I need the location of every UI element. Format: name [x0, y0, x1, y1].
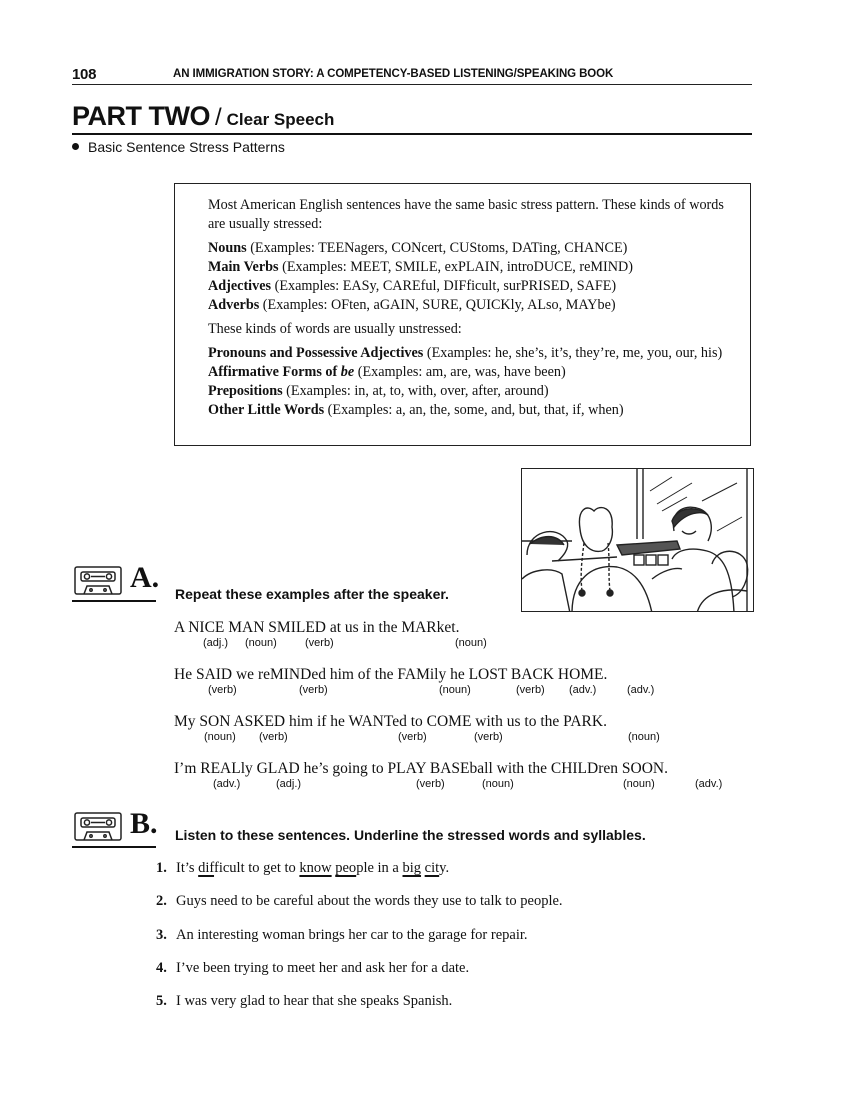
unstressed-item: [208, 344, 740, 363]
part-of-speech-tag: (verb): [416, 778, 445, 790]
part-subtitle: Clear Speech: [226, 110, 335, 129]
item-number: 5.: [156, 993, 167, 1009]
part-of-speech-tag: (noun): [628, 731, 660, 743]
part-of-speech-tag: (verb): [299, 684, 328, 696]
cassette-tape-icon: [74, 566, 124, 596]
example-sentence: My SON ASKED him if he WANTed to COME with us to the PARK.: [174, 713, 607, 730]
unstressed-item: [208, 382, 740, 401]
stressed-intro: Most American English sentences have the same basic stress pattern. These kinds of words are usually stressed:: [208, 197, 724, 232]
example-sentence: I’m REALly GLAD he’s going to PLAY BASEball with the CHILDren SOON.: [174, 760, 668, 777]
stressed-item: [208, 277, 740, 296]
section-b-instruction: Listen to these sentences. Underline the stressed words and syllables.: [175, 827, 646, 843]
part-of-speech-tag: (adj.): [203, 637, 229, 649]
stressed-item: [208, 258, 740, 277]
unstressed-examples: (Examples: in, at, to, with, over, after, around): [286, 383, 549, 399]
unstressed-label-italic: be: [340, 364, 355, 380]
stress-rules-box: [174, 183, 751, 446]
stressed-list: [208, 239, 740, 315]
part-of-speech-tag: (verb): [398, 731, 427, 743]
item-text: ficult to get to: [214, 860, 300, 876]
underlined-stress: peo: [335, 860, 357, 876]
section-a-underline: [72, 600, 156, 602]
exercise-item: [156, 960, 469, 977]
part-of-speech-tag: (noun): [204, 731, 236, 743]
classroom-illustration: [521, 468, 754, 612]
part-of-speech-tag: (noun): [439, 684, 471, 696]
item-number: 2.: [156, 893, 167, 909]
unstressed-label: Affirmative Forms of: [208, 364, 341, 380]
unstressed-label: Other Little Words: [208, 402, 325, 418]
exercise-item: [156, 927, 528, 944]
item-text: I was very glad to hear that she speaks Spanish.: [176, 993, 453, 1009]
stressed-label: Nouns: [208, 240, 247, 256]
unstressed-examples: (Examples: he, she’s, it’s, they’re, me, you, our, his): [426, 345, 723, 361]
item-text: I’ve been trying to meet her and ask her for a date.: [176, 960, 470, 976]
part-of-speech-tag: (verb): [474, 731, 503, 743]
item-number: 3.: [156, 927, 167, 943]
part-separator: /: [214, 104, 222, 131]
unstressed-examples: (Examples: am, are, was, have been): [357, 364, 566, 380]
unstressed-item: [208, 401, 740, 420]
underlined-stress: big: [402, 860, 422, 876]
topic-heading: [72, 139, 285, 155]
part-title: PART TWO: [72, 101, 210, 131]
part-of-speech-tag: (noun): [482, 778, 514, 790]
stressed-examples: (Examples: TEENagers, CONcert, CUStoms, DATing, CHANCE): [250, 240, 628, 256]
stressed-examples: (Examples: OFten, aGAIN, SURE, QUICKly, ALso, MAYbe): [262, 297, 616, 313]
topic-label: Basic Sentence Stress Patterns: [88, 139, 285, 155]
item-text: An interesting woman brings her car to the garage for repair.: [176, 927, 528, 943]
item-text: It’s: [176, 860, 199, 876]
exercise-item: [156, 893, 563, 910]
part-of-speech-tag: (verb): [208, 684, 237, 696]
unstressed-intro: These kinds of words are usually unstressed:: [208, 321, 462, 337]
stressed-examples: (Examples: MEET, SMILE, exPLAIN, introDUCE, reMIND): [282, 259, 633, 275]
part-of-speech-tag: (adv.): [695, 778, 723, 790]
stressed-item: [208, 296, 740, 315]
unstressed-list: [208, 344, 740, 420]
item-text: ple in a: [356, 860, 403, 876]
stressed-label: Main Verbs: [208, 259, 279, 275]
bullet-icon: [72, 143, 79, 150]
item-text: Guys need to be careful about the words they use to talk to people.: [176, 893, 563, 909]
exercise-item: [156, 993, 452, 1010]
underlined-stress: know: [299, 860, 332, 876]
unstressed-item: [208, 363, 740, 382]
part-of-speech-tag: (noun): [455, 637, 487, 649]
section-b-underline: [72, 846, 156, 848]
unstressed-label: Pronouns and Possessive Adjectives: [208, 345, 424, 361]
part-of-speech-tag: (noun): [245, 637, 277, 649]
underlined-stress: cit: [424, 860, 440, 876]
page-number: 108: [72, 66, 97, 83]
item-number: 4.: [156, 960, 167, 976]
part-of-speech-tag: (adv.): [569, 684, 597, 696]
item-number: 1.: [156, 860, 167, 876]
part-of-speech-tag: (verb): [305, 637, 334, 649]
stressed-label: Adjectives: [208, 278, 272, 294]
unstressed-label: Prepositions: [208, 383, 283, 399]
stressed-label: Adverbs: [208, 297, 260, 313]
part-of-speech-tag: (verb): [516, 684, 545, 696]
unstressed-examples: (Examples: a, an, the, some, and, but, that, if, when): [327, 402, 624, 418]
section-b-letter: B.: [130, 807, 158, 840]
underlined-stress: dif: [198, 860, 215, 876]
illustration-drawing: [522, 469, 754, 612]
item-text: y.: [439, 860, 450, 876]
example-sentence: A NICE MAN SMILED at us in the MARket.: [174, 619, 460, 636]
stressed-examples: (Examples: EASy, CAREful, DIFficult, surPRISED, SAFE): [274, 278, 617, 294]
section-a-letter: A.: [130, 561, 160, 594]
part-of-speech-tag: (adv.): [213, 778, 241, 790]
stressed-item: [208, 239, 740, 258]
exercise-item: [156, 860, 449, 877]
part-of-speech-tag: (adv.): [627, 684, 655, 696]
part-heading: [72, 101, 752, 135]
example-sentence: He SAID we reMINDed him of the FAMily he LOST BACK HOME.: [174, 666, 608, 683]
part-of-speech-tag: (noun): [623, 778, 655, 790]
cassette-tape-icon: [74, 812, 124, 842]
section-a-instruction: Repeat these examples after the speaker.: [175, 586, 449, 602]
part-of-speech-tag: (adj.): [276, 778, 302, 790]
part-of-speech-tag: (verb): [259, 731, 288, 743]
running-header: [72, 66, 752, 85]
book-title: AN IMMIGRATION STORY: A COMPETENCY-BASED LISTENING/SPEAKING BOOK: [173, 68, 614, 80]
